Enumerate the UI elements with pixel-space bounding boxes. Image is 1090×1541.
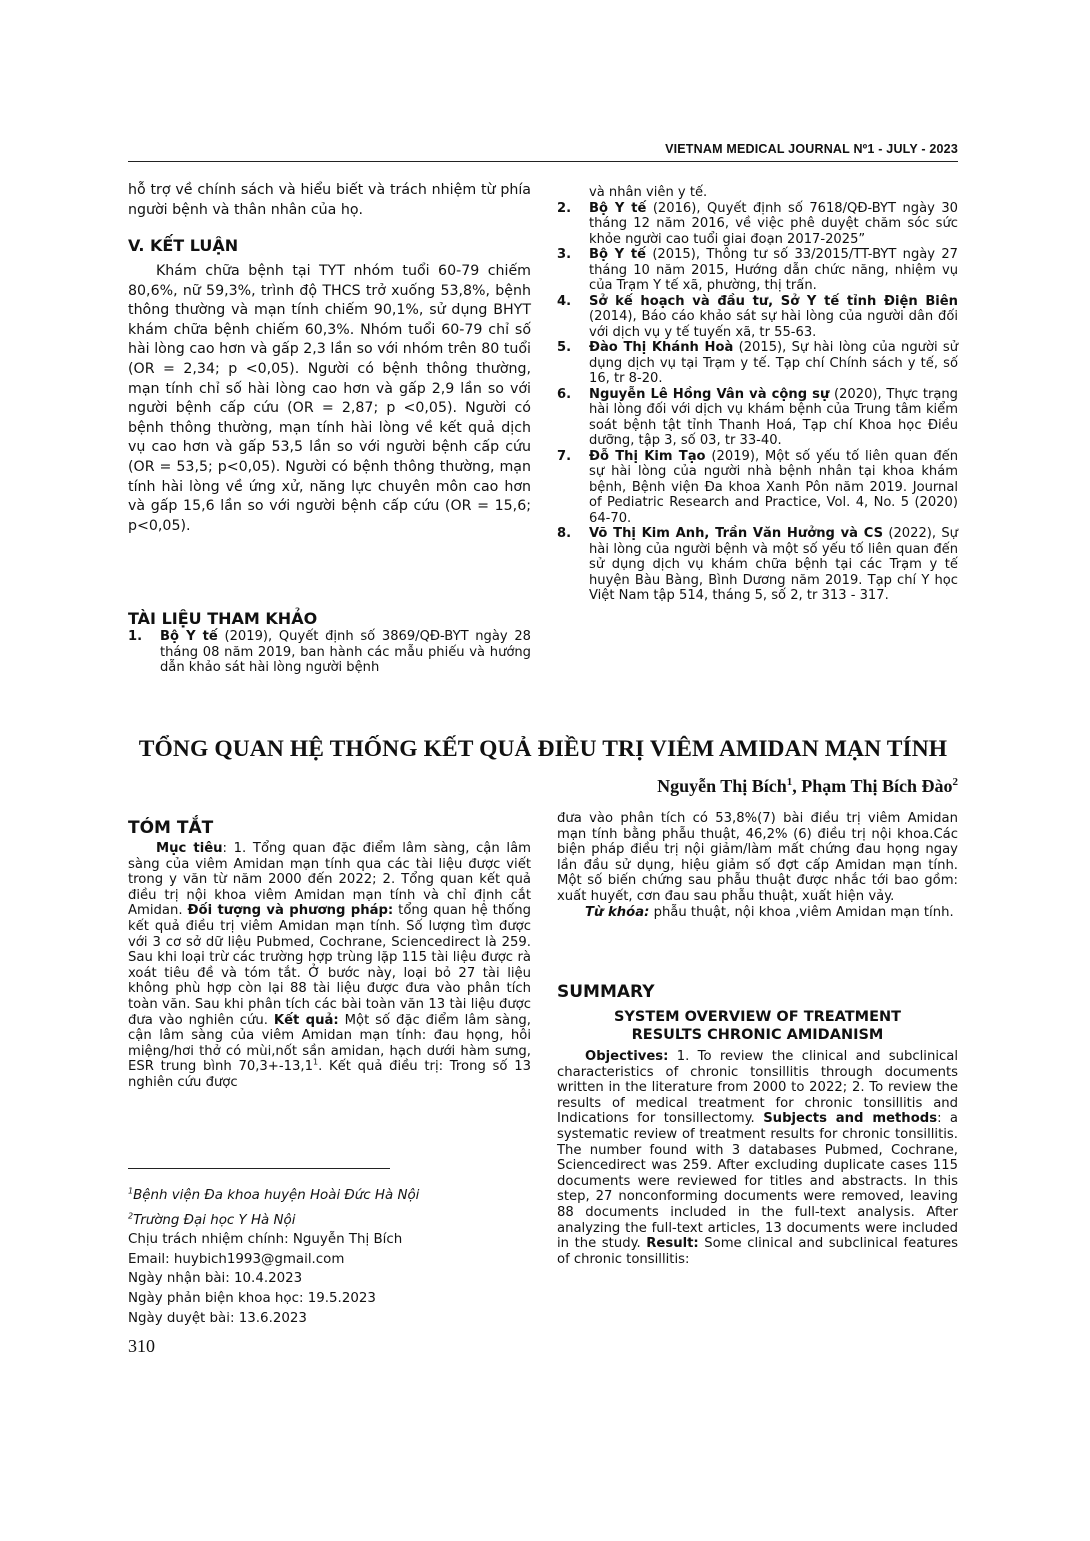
reference-item <box>557 449 958 527</box>
summary-heading: SUMMARY <box>557 982 655 1002</box>
header-rule <box>128 161 958 162</box>
keywords-label: Từ khóa: <box>585 904 650 920</box>
reference-number: 8. <box>557 526 572 541</box>
objectives-text: 1. To review the clinical and subclinical characteristics of chronic tonsillitis through documents written in the literature from 2000 to 2022; 2. To review the results of medical treatment for chronic tonsillitis and Indications for tonsillectomy. <box>557 1049 958 1127</box>
accepted-date: Ngày duyệt bài: 13.6.2023 <box>128 1310 307 1326</box>
footnotes <box>128 1182 531 1328</box>
reference-authors: Sở kế hoạch và đầu tư, Sở Y tế tỉnh Điện Biên <box>589 293 958 309</box>
affiliation-marker: 1 <box>786 776 793 788</box>
conclusion-heading: V. KẾT LUẬN <box>128 236 239 255</box>
journal-header: VIETNAM MEDICAL JOURNAL Nº1 - JULY - 2023 <box>665 142 958 156</box>
reference-authors: Đào Thị Khánh Hoà <box>589 340 734 355</box>
summary-paragraph <box>557 1049 958 1267</box>
reference-text: (2015), Thông tư số 33/2015/TT-BYT ngày 27 tháng 10 năm 2015, Hướng dẫn chức năng, nhiệm vụ của Trạm Y tế xã, phường, thị trấn. <box>589 247 958 293</box>
author-name: Nguyễn Thị Bích <box>657 776 787 796</box>
reference-text: (2014), Báo cáo khảo sát sự hài lòng của người dân đối với dịch vụ y tế tuyến xã, tr 55-63. <box>589 309 958 340</box>
reference-authors: Bộ Y tế <box>589 200 647 216</box>
reference-continuation <box>557 185 958 201</box>
reference-authors: Đỗ Thị Kim Tạo <box>589 448 706 464</box>
reference-number <box>557 185 589 201</box>
reference-number: 3. <box>557 247 572 262</box>
reference-number: 7. <box>557 448 572 464</box>
reference-item <box>557 247 958 294</box>
results-text-continued: . Kết quả điều trị: Trong số 13 nghiên cứu được <box>128 1059 531 1090</box>
keywords-text: phẫu thuật, nội khoa ,viêm Amidan mạn tính. <box>649 904 954 920</box>
conclusion-paragraph: Khám chữa bệnh tại TYT nhóm tuổi 60-79 chiếm 80,6%, nữ 59,3%, trình độ THCS trở xuống 53,8%, bệnh thông thường và mạn tính chiếm 90,1%, sử dụng BHYT khám chữa bệnh chiếm 60,3%. Nhóm tuổi 60-79 chỉ số hài lòng cao hơn và gấp 2,3 lần so với nhóm trên 80 tuổi (OR = 2,34; p <0,05). Người có bệnh thông thường, mạn tính chỉ số hài lòng cao hơn và gấp 2,9 lần so với người bệnh cấp cứu (OR = 2,87; p <0,05). Người có bệnh thông thường, mạn tính hài lòng về kết quả dịch vụ cao hơn và gấp 53,5 lần so với người bệnh cấp cứu (OR = 53,5; p<0,05). Người có bệnh thông thường, mạn tính hài lòng về ứng xử, năng lực chuyên môn cao hơn và gấp 15,6 lần so với người bệnh cấp cứu (OR = 15,6; p<0,05). <box>128 263 531 534</box>
affiliation-1 <box>128 1182 531 1206</box>
author-separator: , <box>792 776 802 796</box>
author-name: Phạm Thị Bích Đào <box>801 776 953 796</box>
results-text: Một số đặc điểm lâm sàng, cận lâm sàng của viêm Amidan mạn tính: đau họng, hôi miệng/hơi thở có mùi,nốt sần amidan, hạch dưới hàm sưng, ESR trung bình 70,3+-13,1 <box>128 1012 531 1075</box>
reference-number: 6. <box>557 386 572 402</box>
reference-item <box>557 340 958 387</box>
abstract-vi-continued <box>557 811 958 920</box>
reference-text: và nhân viên y tế. <box>589 185 708 200</box>
reference-text: (2016), Quyết định số 7618/QĐ-BYT ngày 30 tháng 12 năm 2016, về việc phê duyệt chăm sóc sức khỏe người cao tuổi giai đoạn 2017-2025” <box>589 200 959 247</box>
reference-authors: Võ Thị Kim Anh, Trần Văn Hưởng và CS <box>589 526 884 541</box>
methods-text: : a systematic review of treatment results for chronic tonsillitis. The number found with 3 databases Pubmed, Cochrane, Sciencedirect was 259. After excluding duplicate cases 115 documents were reviewed for titles and abstracts. In this step, 27 nonconforming documents were removed, leaving 88 documents included in the full-text analysis. After analyzing the full-text articles, 13 documents were included in the study. <box>557 1111 959 1252</box>
review-date: Ngày phản biện khoa học: 19.5.2023 <box>128 1290 376 1306</box>
email: Email: huybich1993@gmail.com <box>128 1251 345 1267</box>
affiliation-2 <box>128 1206 531 1230</box>
reference-number: 4. <box>557 293 572 309</box>
intro-paragraph: hỗ trợ về chính sách và hiểu biết và trách nhiệm từ phía người bệnh và thân nhân của họ. <box>128 182 531 218</box>
methods-label: Subjects and methods <box>763 1111 938 1127</box>
reference-number: 2. <box>557 200 572 216</box>
reference-number: 5. <box>557 340 572 355</box>
page-number: 310 <box>128 1336 155 1356</box>
article-authors <box>500 776 958 797</box>
summary-subtitle-line: SYSTEM OVERVIEW OF TREATMENT <box>613 1009 902 1025</box>
references-left <box>128 629 531 676</box>
reference-text: (2015), Sự hài lòng của người sử dụng dịch vụ tại Trạm y tế. Tạp chí Chính sách y tế, số 16, tr 8-20. <box>589 340 958 386</box>
reference-text: (2020), Thực trạng hài lòng đối với dịch vụ khám bệnh của Trung tâm kiểm soát bệnh tật tỉnh Thanh Hoá, Tạp chí Khoa học Điều dưỡng, tập 3, số 03, tr 33-40. <box>589 386 958 448</box>
methods-text: tổng quan hệ thống kết quả điều trị viêm Amidan mạn tính. Số lượng tìm được với 3 cơ sở dữ liệu Pubmed, Cochrane, Sciencedirect là 259. Sau khi loại trừ các trường hợp trùng lặp 115 tài liệu được rà xoát tiêu đề và tóm tắt. Ở bước này, loại bỏ 27 tài liệu không phù hợp còn lại 88 tài liệu được đưa vào phân tích toàn văn. Sau khi phân tích các bài toàn văn 13 tài liệu được đưa vào nghiên cứu. <box>128 903 531 1028</box>
objective-label: Mục tiêu <box>156 841 223 856</box>
references-heading: TÀI LIỆU THAM KHẢO <box>128 609 318 628</box>
references-right <box>557 185 958 604</box>
reference-text: (2019), Quyết định số 3869/QĐ-BYT ngày 28 tháng 08 năm 2019, ban hành các mẫu phiếu và hướng dẫn khảo sát hài lòng người bệnh <box>160 629 531 675</box>
methods-label: Đối tượng và phương pháp: <box>187 903 394 919</box>
conclusion-section <box>128 262 531 536</box>
reference-text: (2022), Sự hài lòng của người bệnh và một số yếu tố liên quan đến sử dụng dịch vụ khám chữa bệnh tại các Trạm y tế huyện Bàu Bàng, Bình Dương năm 2019. Tạp chí Y học Việt Nam tập 514, tháng 5, số 2, tr 313 - 317. <box>589 526 958 603</box>
keywords <box>557 905 958 921</box>
result-label: Result: <box>646 1236 699 1252</box>
received-date: Ngày nhận bài: 10.4.2023 <box>128 1271 303 1287</box>
summary-en <box>557 1049 958 1267</box>
reference-authors: Bộ Y tế <box>589 247 647 262</box>
abstract-heading: TÓM TẮT <box>128 818 214 838</box>
affiliation-text: Bệnh viện Đa khoa huyện Hoài Đức Hà Nội <box>133 1188 420 1204</box>
reference-authors: Nguyễn Lê Hồng Vân và cộng sự <box>589 386 830 402</box>
objectives-label: Objectives: <box>585 1049 669 1064</box>
affiliation-marker: 1 <box>128 1187 134 1196</box>
objective-text: : 1. Tổng quan đặc điểm lâm sàng, cận lâm sàng của viêm Amidan mạn tính qua các tài liệu được viết trong y văn từ năm 2000 đến 2022; 2. Tổng quan kết quả điều trị nội khoa viêm Amidan mạn tính và chỉ định cắt Amidan. <box>128 841 531 919</box>
reference-number: 1. <box>128 629 143 644</box>
reference-authors: Bộ Y tế <box>160 629 218 644</box>
citation-marker: 1 <box>312 1057 319 1067</box>
affiliation-marker: 2 <box>952 776 958 788</box>
results-label: Kết quả: <box>273 1012 339 1028</box>
reference-item <box>557 526 958 604</box>
footnote-rule <box>128 1168 390 1169</box>
affiliation-marker: 2 <box>128 1211 134 1221</box>
article-title: TỔNG QUAN HỆ THỐNG KẾT QUẢ ĐIỀU TRỊ VIÊM AMIDAN MẠN TÍNH <box>138 736 948 762</box>
abstract-paragraph <box>128 841 531 1091</box>
corresponding-author: Chịu trách nhiệm chính: Nguyễn Thị Bích <box>128 1232 403 1248</box>
reference-item <box>557 294 958 341</box>
result-text: Some clinical and subclinical features of chronic tonsillitis: <box>557 1236 958 1267</box>
abstract-vi <box>128 841 531 1091</box>
reference-item <box>128 629 531 676</box>
reference-text: (2019), Một số yếu tố liên quan đến sự hài lòng của người nhà bệnh nhân tại khoa khám bệnh, Bệnh viện Đa khoa Xanh Pôn năm 2019. Journal of Pediatric Research and Practice, Vol. 4, No. 5 (2020) 64-70. <box>589 448 958 526</box>
reference-item <box>557 387 958 449</box>
summary-subtitle-line: RESULTS CHRONIC AMIDANISM <box>631 1027 884 1043</box>
summary-subtitle <box>557 1008 958 1044</box>
abstract-continuation: đưa vào phân tích có 53,8%(7) bài điều trị viêm Amidan mạn tính bằng phẫu thuật, 46,2% (6) điều trị nội khoa.Các biện pháp điều trị nội giảm/làm mất chứng đau họng ngay lần đầu sử dụng, hiệu giảm số đợt cấp Amidan mạn tính. Một số biến chứng sau phẫu thuật được nhắc tới bao gồm: xuất huyết, cơn đau sau phẫu thuật, xuất hiện vảy. <box>557 811 958 904</box>
reference-item <box>557 201 958 248</box>
previous-article-intro <box>128 181 531 220</box>
affiliation-text: Trường Đại học Y Hà Nội <box>133 1212 296 1228</box>
